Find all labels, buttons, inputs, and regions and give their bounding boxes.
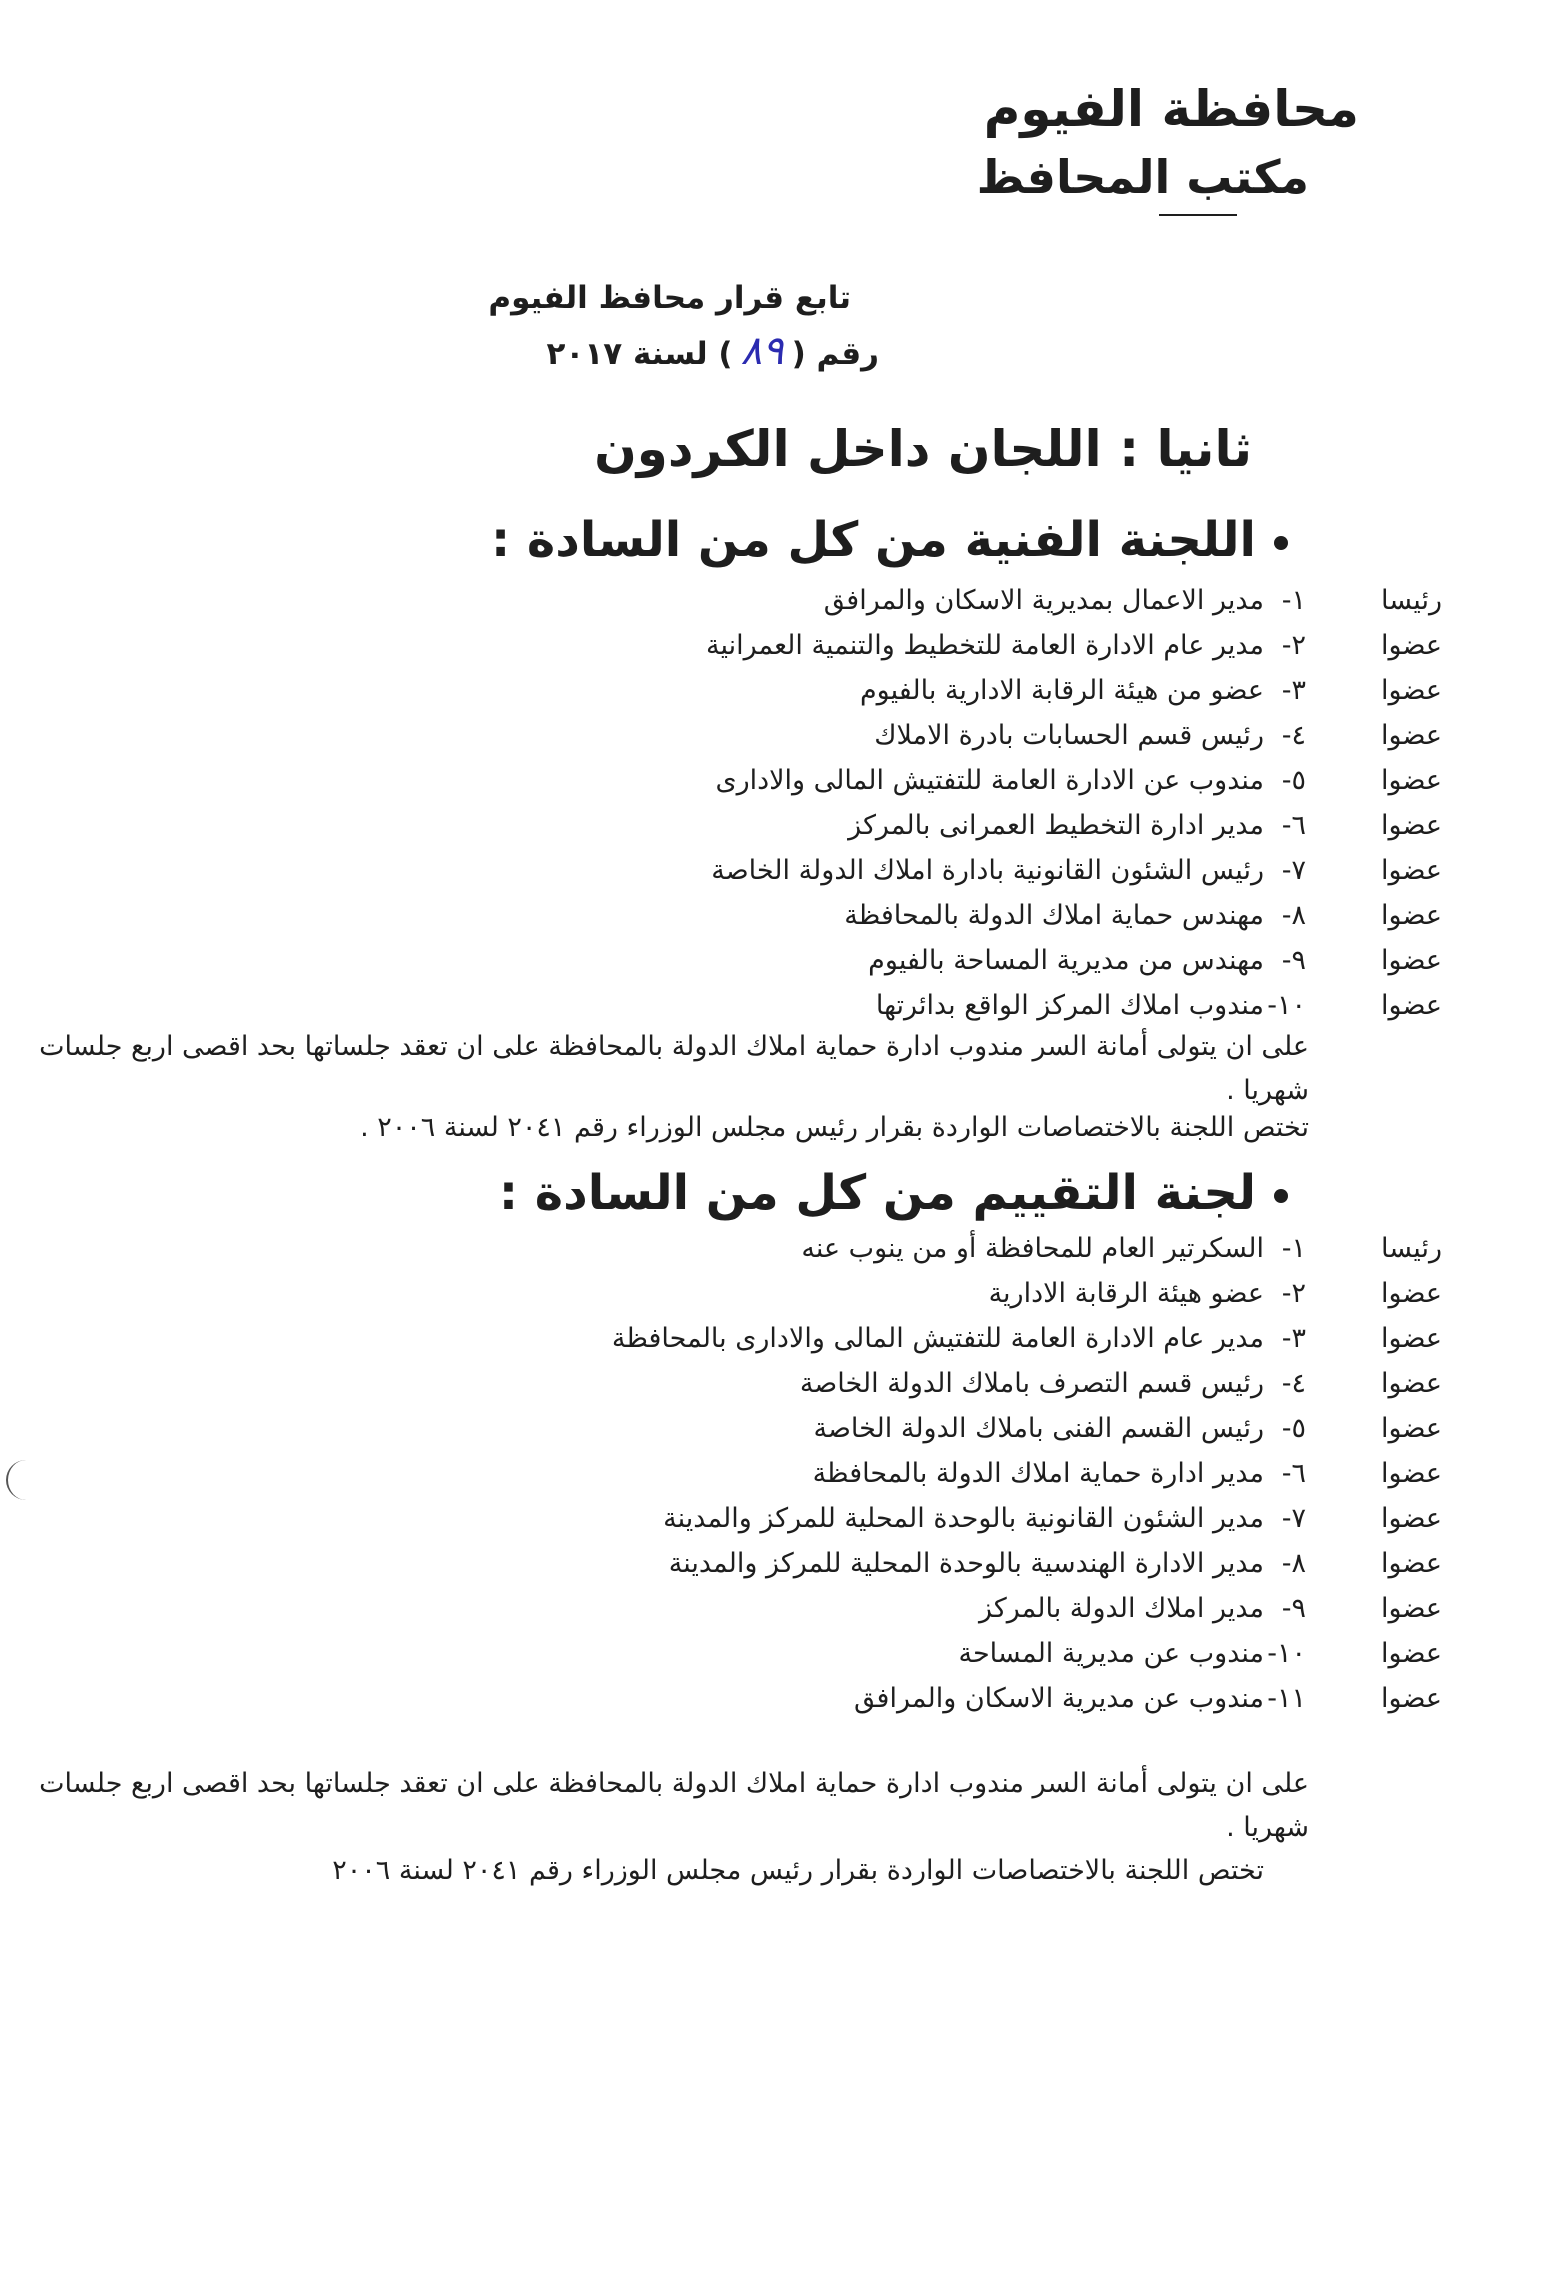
item-number: ٦- (1281, 1458, 1306, 1489)
decree-title: تابع قرار محافظ الفيوم (488, 280, 851, 316)
member-title: رئيس القسم الفنى باملاك الدولة الخاصة (813, 1413, 1264, 1444)
list-item (246, 1226, 1442, 1271)
list-item (246, 578, 1442, 623)
list-item (246, 713, 1442, 758)
evaluation-committee-heading (499, 1165, 1288, 1221)
member-role: رئيسا (1380, 585, 1442, 616)
item-number: ٢- (1281, 630, 1306, 661)
member-role: عضوا (1381, 900, 1442, 931)
member-role: عضوا (1381, 1638, 1442, 1669)
section-title: ثانيا : اللجان داخل الكردون (594, 420, 1252, 478)
decree-suffix: ) لسنة ٢٠١٧ (546, 336, 733, 372)
item-number: ١- (1281, 585, 1306, 616)
member-title: مدير ادارة التخطيط العمرانى بالمركز (848, 810, 1264, 841)
item-number: ١١- (1267, 1683, 1306, 1714)
list-item (246, 1316, 1442, 1361)
list-item (246, 1586, 1442, 1631)
list-item (246, 758, 1442, 803)
item-number: ٧- (1281, 1503, 1306, 1534)
member-title: مدير الشئون القانونية بالوحدة المحلية للمركز والمدينة (663, 1503, 1264, 1534)
item-number: ٢- (1281, 1278, 1306, 1309)
member-role: عضوا (1381, 1593, 1442, 1624)
office-underline (1159, 214, 1237, 216)
member-title: عضو من هيئة الرقابة الادارية بالفيوم (859, 675, 1264, 706)
item-number: ٨- (1281, 1548, 1306, 1579)
punch-hole-mark (6, 1460, 26, 1500)
list-item (246, 1676, 1442, 1721)
item-number: ٩- (1281, 1593, 1306, 1624)
member-role: عضوا (1381, 1323, 1442, 1354)
member-title: مندوب املاك المركز الواقع بدائرتها (875, 990, 1264, 1021)
list-item (246, 1631, 1442, 1676)
member-role: عضوا (1381, 1278, 1442, 1309)
item-number: ٨- (1281, 900, 1306, 931)
list-item (246, 668, 1442, 713)
member-role: عضوا (1381, 675, 1442, 706)
member-role: عضوا (1381, 630, 1442, 661)
decree-number: ٨٩ (740, 328, 784, 374)
list-item (246, 1451, 1442, 1496)
technical-committee-heading (491, 512, 1288, 568)
office-name: مكتب المحافظ (976, 150, 1309, 204)
evaluation-committee-list (246, 1226, 1442, 1721)
item-number: ٥- (1281, 1413, 1306, 1444)
list-item (246, 1406, 1442, 1451)
list-item (246, 1541, 1442, 1586)
technical-committee-title: اللجنة الفنية من كل من السادة : (490, 512, 1256, 568)
member-title: مدير املاك الدولة بالمركز (979, 1593, 1264, 1624)
decree-number-line (547, 328, 879, 374)
member-role: عضوا (1381, 1683, 1442, 1714)
member-title: مدير الاعمال بمديرية الاسكان والمرافق (823, 585, 1264, 616)
item-number: ١٠- (1267, 1638, 1306, 1669)
member-role: عضوا (1381, 990, 1442, 1021)
list-item (246, 623, 1442, 668)
technical-committee-list (246, 578, 1442, 1028)
member-role: عضوا (1381, 1368, 1442, 1399)
member-role: عضوا (1381, 945, 1442, 976)
member-role: عضوا (1381, 765, 1442, 796)
item-number: ٥- (1281, 765, 1306, 796)
list-item (246, 983, 1442, 1028)
list-item (246, 893, 1442, 938)
member-role: عضوا (1381, 855, 1442, 886)
member-title: السكرتير العام للمحافظة أو من ينوب عنه (801, 1233, 1264, 1264)
item-number: ٩- (1281, 945, 1306, 976)
member-title: مهندس من مديرية المساحة بالفيوم (868, 945, 1264, 976)
evaluation-secretariat-note: على ان يتولى أمانة السر مندوب ادارة حماية املاك الدولة بالمحافظة على ان تعقد جلساتها بحد اقصى اربع جلسات شهريا . (39, 1768, 1309, 1843)
list-item (246, 938, 1442, 983)
list-item (246, 1271, 1442, 1316)
member-role: عضوا (1381, 720, 1442, 751)
governorate-name: محافظة الفيوم (983, 80, 1359, 138)
item-number: ٧- (1281, 855, 1306, 886)
list-item (246, 1361, 1442, 1406)
member-role: عضوا (1381, 1458, 1442, 1489)
technical-mandate-note: تختص اللجنة بالاختصاصات الواردة بقرار رئيس مجلس الوزراء رقم ٢٠٤١ لسنة ٢٠٠٦ . (360, 1112, 1309, 1143)
item-number: ٦- (1281, 810, 1306, 841)
item-number: ٤- (1281, 1368, 1306, 1399)
member-title: مندوب عن مديرية الاسكان والمرافق (854, 1683, 1264, 1714)
member-title: مدير عام الادارة العامة للتخطيط والتنمية العمرانية (706, 630, 1264, 661)
member-title: رئيس قسم التصرف باملاك الدولة الخاصة (799, 1368, 1264, 1399)
decree-prefix: رقم ( (791, 336, 879, 372)
item-number: ١- (1281, 1233, 1306, 1264)
member-role: عضوا (1381, 1503, 1442, 1534)
item-number: ٣- (1281, 1323, 1306, 1354)
item-number: ٣- (1281, 675, 1306, 706)
member-role: عضوا (1381, 1413, 1442, 1444)
evaluation-mandate-note: تختص اللجنة بالاختصاصات الواردة بقرار رئيس مجلس الوزراء رقم ٢٠٤١ لسنة ٢٠٠٦ (332, 1855, 1264, 1886)
member-title: مندوب عن الادارة العامة للتفتيش المالى والادارى (715, 765, 1264, 796)
item-number: ٤- (1281, 720, 1306, 751)
list-item (246, 803, 1442, 848)
member-title: مدير الادارة الهندسية بالوحدة المحلية للمركز والمدينة (668, 1548, 1264, 1579)
member-title: مدير ادارة حماية املاك الدولة بالمحافظة (812, 1458, 1264, 1489)
member-title: رئيس قسم الحسابات بادرة الاملاك (874, 720, 1264, 751)
item-number: ١٠- (1267, 990, 1306, 1021)
member-role: عضوا (1381, 1548, 1442, 1579)
list-item (246, 848, 1442, 893)
member-role: عضوا (1381, 810, 1442, 841)
bullet-icon (1274, 536, 1288, 550)
member-title: مهندس حماية املاك الدولة بالمحافظة (844, 900, 1264, 931)
list-item (246, 1496, 1442, 1541)
technical-secretariat-note: على ان يتولى أمانة السر مندوب ادارة حماية املاك الدولة بالمحافظة على ان تعقد جلساتها بحد اقصى اربع جلسات شهريا . (39, 1031, 1309, 1106)
member-title: رئيس الشئون القانونية بادارة املاك الدولة الخاصة (711, 855, 1264, 886)
member-title: مدير عام الادارة العامة للتفتيش المالى والادارى بالمحافظة (611, 1323, 1264, 1354)
bullet-icon (1274, 1189, 1288, 1203)
member-title: مندوب عن مديرية المساحة (958, 1638, 1264, 1669)
member-title: عضو هيئة الرقابة الادارية (988, 1278, 1264, 1309)
member-role: رئيسا (1380, 1233, 1442, 1264)
evaluation-committee-title: لجنة التقييم من كل من السادة : (498, 1165, 1256, 1221)
